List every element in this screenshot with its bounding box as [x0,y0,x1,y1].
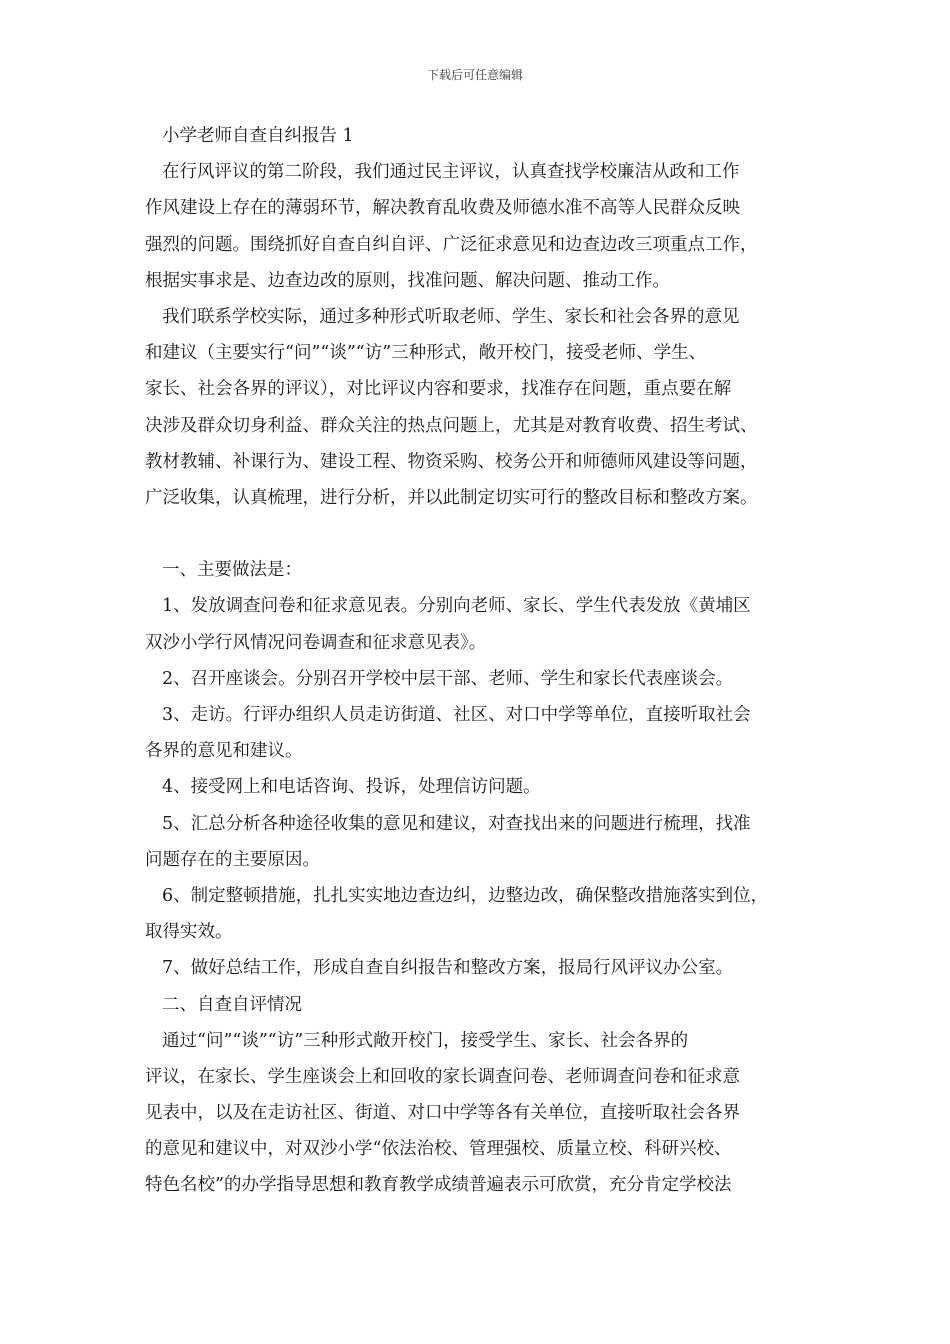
list-item: 3、走访。行评办组织人员走访街道、社区、对口中学等单位，直接听取社会 [162,705,751,725]
paragraph-line: 通过“问”“谈”“访”三种形式敞开校门，接受学生、家长、社会各界的 [162,1030,689,1051]
paragraph-line: 决涉及群众切身利益、群众关注的热点问题上，尤其是对教育收费、招生考试、 [145,415,758,436]
paragraph-line: 特色名校”的办学指导思想和教育教学成绩普遍表示可欣赏，充分肯定学校法 [145,1175,732,1196]
paragraph-line: 在行风评议的第二阶段，我们通过民主评议，认真查找学校廉洁从政和工作 [162,162,740,183]
paragraph-line: 家长、社会各界的评议），对比评议内容和要求，找准存在问题，重点要在解 [145,379,732,400]
paragraph-line: 根据实事求是、边查边改的原则，找准问题、解决问题、推动工作。 [145,270,670,291]
list-item: 1、发放调查问卷和征求意见表。分别向老师、家长、学生代表发放《黄埔区 [162,596,751,617]
list-item-continuation: 各界的意见和建议。 [145,741,303,762]
blank-line [145,516,825,552]
paragraph-line: 教材教辅、补课行为、建设工程、物资采购、校务公开和师德师风建设等问题， [145,451,758,472]
document-body [145,118,825,1204]
list-item: 2、召开座谈会。分别召开学校中层干部、老师、学生和家长代表座谈会。 [162,668,734,689]
list-item: 4、接受网上和电话咨询、投诉，处理信访问题。 [162,777,541,798]
page-header: 下载后可任意编辑 [426,68,523,82]
paragraph-line: 我们联系学校实际，通过多种形式听取老师、学生、家长和社会各界的意见 [162,306,740,327]
paragraph-line: 广泛收集，认真梳理，进行分析，并以此制定切实可行的整改目标和整改方案。 [145,487,758,508]
list-item: 6、制定整顿措施，扎扎实实地边查边纠，边整边改，确保整改措施落实到位， [162,885,769,906]
section-heading: 二、自查自评情况 [162,994,302,1015]
paragraph-line: 见表中，以及在走访社区、街道、对口中学等各有关单位，直接听取社会各界 [145,1103,740,1124]
paragraph-line: 作风建设上存在的薄弱环节，解决教育乱收费及师德水准不高等人民群众反映 [145,198,740,219]
paragraph-line: 的意见和建议中，对双沙小学“依法治校、管理强校、质量立校、科研兴校、 [145,1139,732,1160]
paragraph-line: 和建议（主要实行“问”“谈”“访”三种形式，敞开校门，接受老师、学生、 [145,343,707,364]
section-heading: 一、主要做法是： [162,560,302,581]
paragraph-line: 评议，在家长、学生座谈会上和回收的家长调查问卷、老师调查问卷和征求意 [145,1066,740,1087]
list-item-continuation: 问题存在的主要原因。 [145,849,320,870]
list-item-continuation: 取得实效。 [145,922,233,943]
paragraph-line: 强烈的问题。围绕抓好自查自纠自评、广泛征求意见和边查边改三项重点工作， [145,234,758,255]
list-item-continuation: 双沙小学行风情况问卷调查和征求意见表》。 [145,632,487,653]
list-item: 5、汇总分析各种途径收集的意见和建议，对查找出来的问题进行梳理，找准 [162,813,751,834]
list-item: 7、做好总结工作，形成自查自纠报告和整改方案，报局行风评议办公室。 [162,958,734,979]
report-title: 小学老师自查自纠报告 1 [162,126,354,146]
